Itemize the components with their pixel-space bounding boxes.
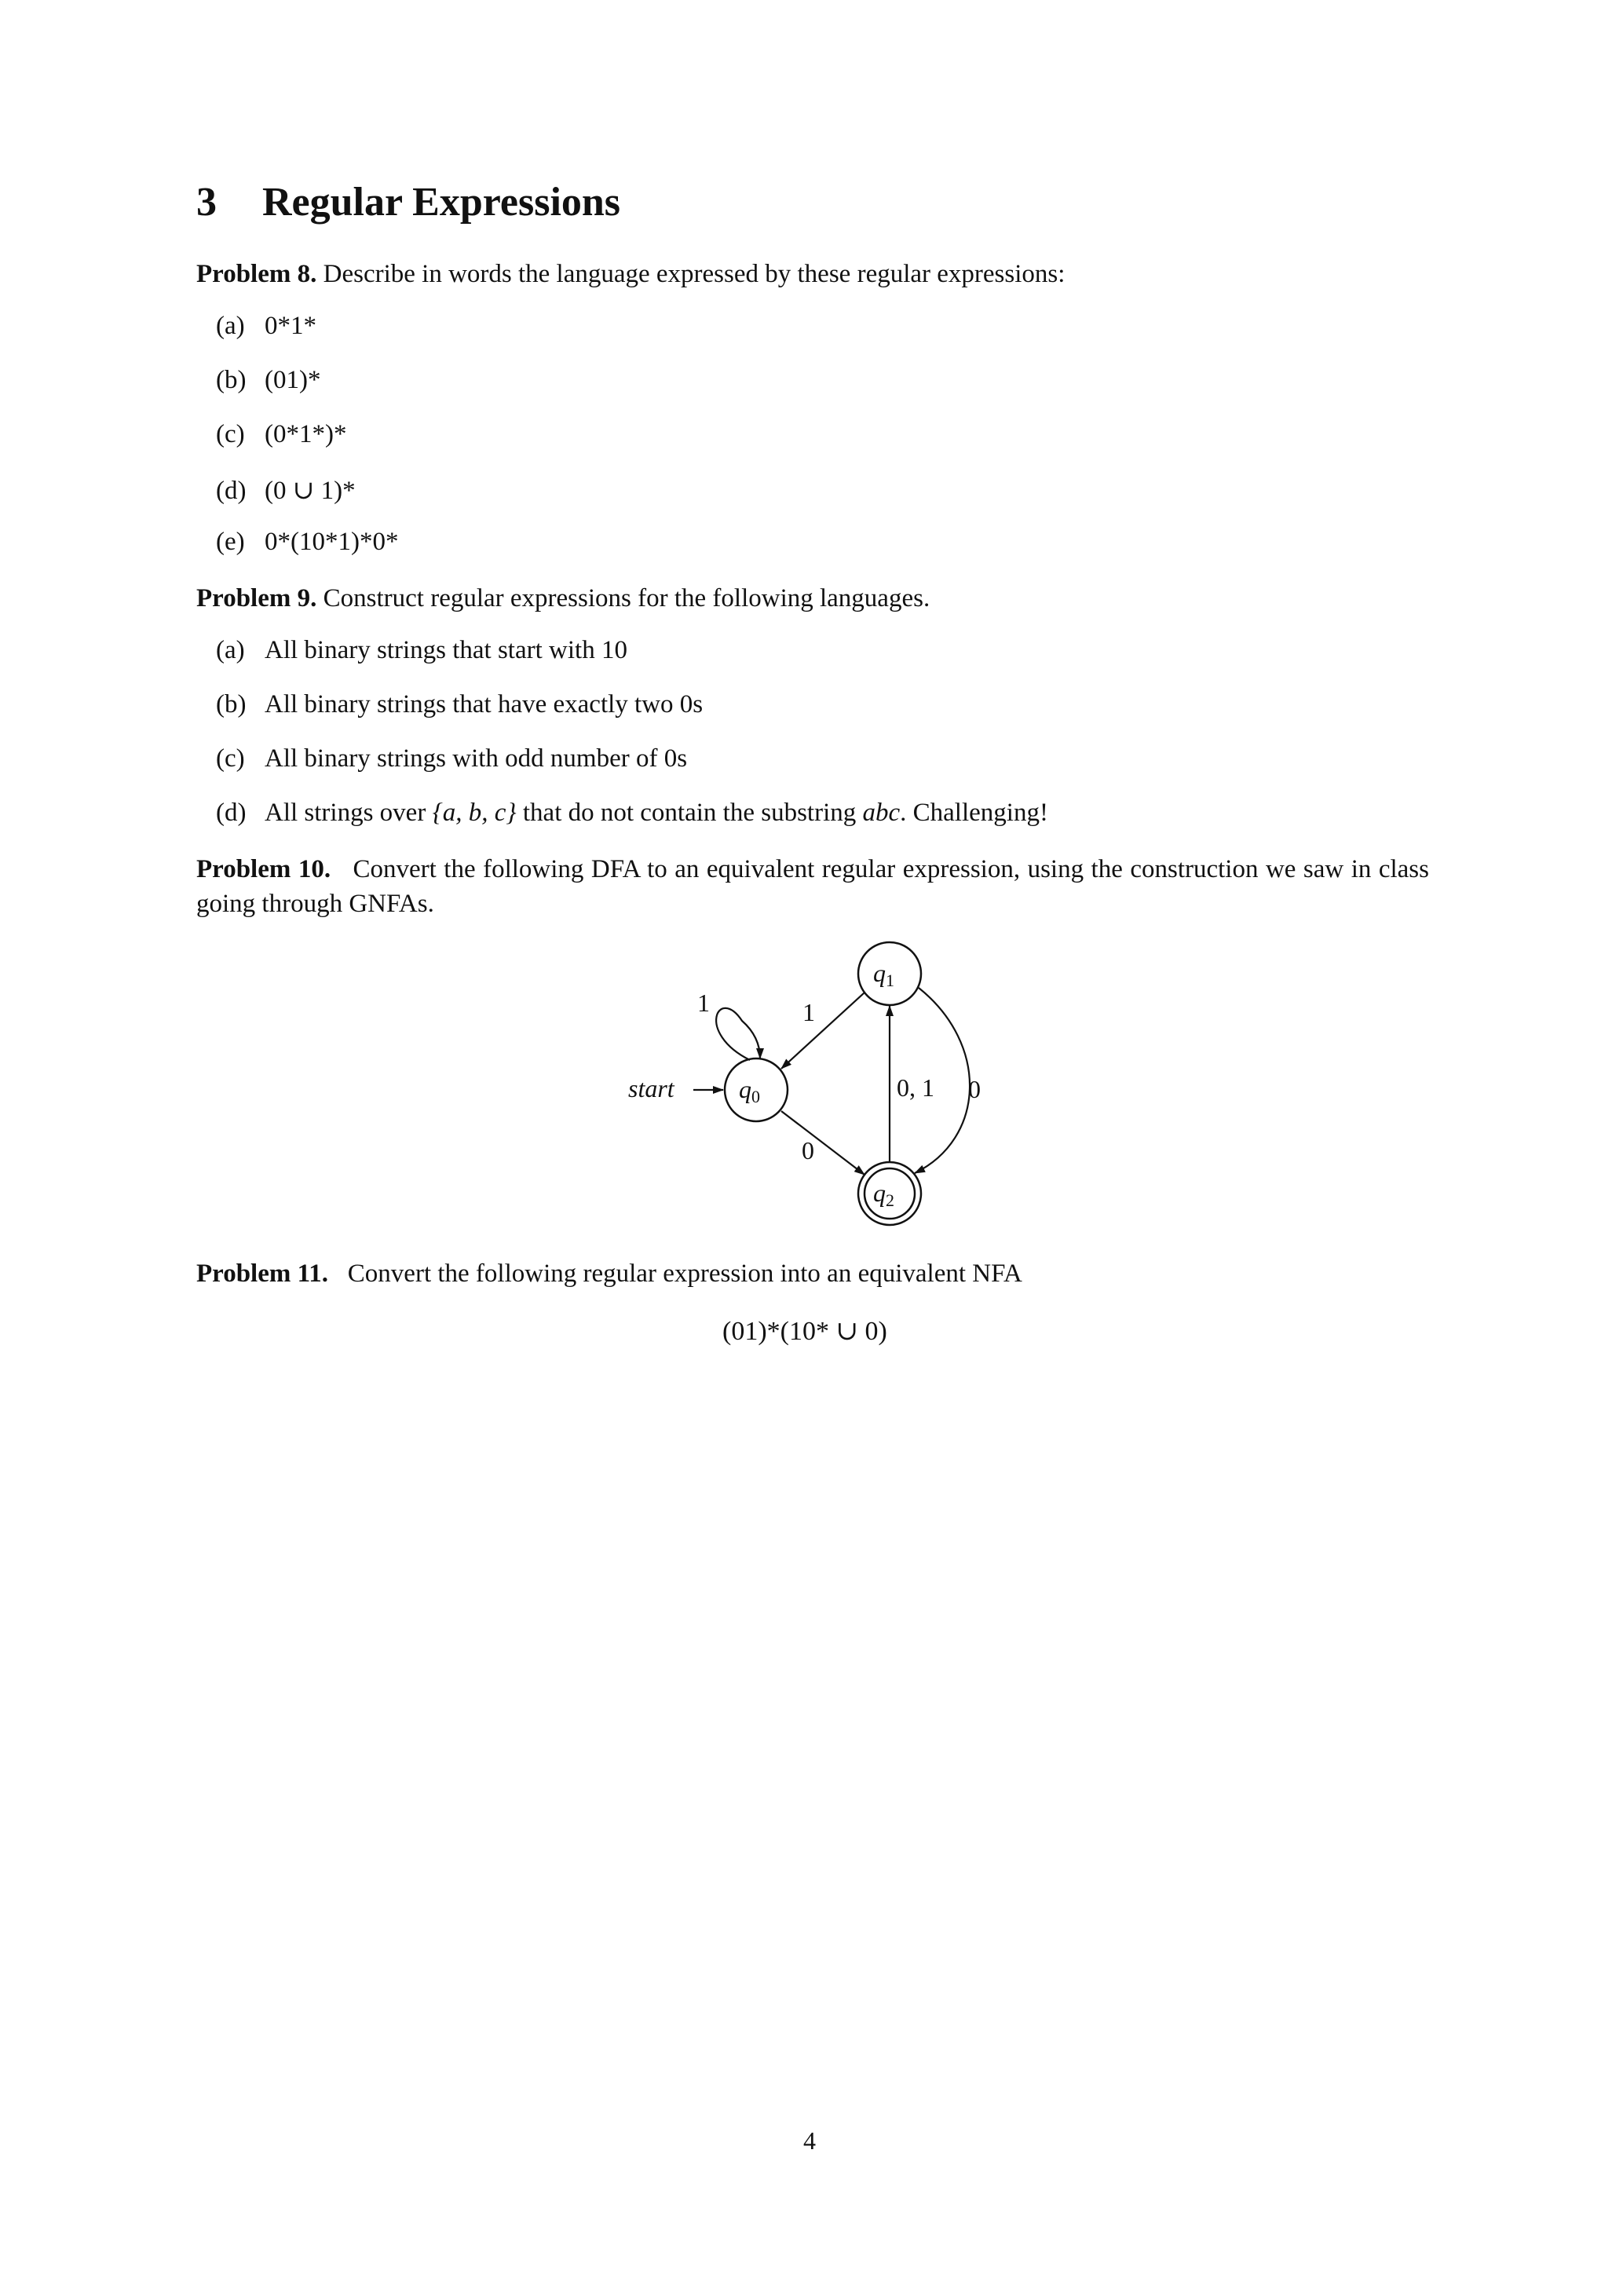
regex: (0*1*)* bbox=[265, 420, 347, 448]
transition-q0-self bbox=[716, 1008, 760, 1060]
regex: 0*(10*1)*0* bbox=[265, 528, 399, 556]
transition-q2-q1-label: 0, 1 bbox=[897, 1073, 934, 1102]
problem-8-label: Problem 8. bbox=[196, 260, 317, 288]
problem-9-item-b: (b) All binary strings that have exactly two 0s bbox=[216, 690, 704, 718]
regex: 0*1* bbox=[265, 312, 316, 340]
transition-q1-q2-label: 0 bbox=[968, 1075, 981, 1103]
section-title: Regular Expressions bbox=[262, 180, 621, 225]
problem-9-label: Problem 9. bbox=[196, 584, 317, 612]
problem-9-item-d: (d) All strings over {a, b, c} that do not contain the substring abc. Challenging! bbox=[216, 799, 1048, 827]
problem-8-statement bbox=[196, 257, 1065, 291]
substring: abc bbox=[862, 799, 901, 827]
problem-11-expression: (01)*(10* ∪ 0) bbox=[722, 1317, 887, 1346]
problem-11-statement bbox=[196, 1256, 1022, 1291]
problem-9-statement bbox=[196, 581, 930, 616]
problem-8-item-a: (a) 0*1* bbox=[216, 312, 316, 340]
regex: (01)* bbox=[265, 366, 321, 394]
transition-q0-q2 bbox=[781, 1111, 865, 1175]
transition-q1-q0-label: 1 bbox=[802, 998, 815, 1026]
section-heading bbox=[196, 179, 620, 225]
problem-9-text: Construct regular expressions for the following languages. bbox=[323, 584, 930, 612]
problem-8-item-b: (b) (01)* bbox=[216, 366, 321, 394]
state-q1-label: q1 bbox=[873, 959, 894, 990]
transition-q0-q2-label: 0 bbox=[802, 1136, 814, 1164]
problem-8-text: Describe in words the language expressed by these regular expressions: bbox=[323, 260, 1066, 288]
problem-11-label: Problem 11. bbox=[196, 1260, 329, 1288]
dfa-diagram bbox=[612, 927, 1021, 1241]
alphabet-set: {a, b, c} bbox=[432, 799, 517, 827]
start-label: start bbox=[628, 1074, 674, 1102]
problem-10-label: Problem 10. bbox=[196, 855, 331, 883]
state-q2-label: q2 bbox=[873, 1179, 894, 1210]
problem-10-statement bbox=[196, 852, 1429, 921]
problem-8-item-c: (c) (0*1*)* bbox=[216, 420, 347, 448]
regex: (0 ∪ 1)* bbox=[265, 477, 356, 505]
problem-8-item-d: (d) (0 ∪ 1)* bbox=[216, 477, 356, 505]
problem-9-item-a: (a) All binary strings that start with 10 bbox=[216, 636, 627, 664]
transition-q1-q0 bbox=[781, 993, 865, 1069]
problem-9-item-c: (c) All binary strings with odd number of 0s bbox=[216, 744, 688, 773]
state-q0-label: q0 bbox=[739, 1075, 760, 1106]
section-number: 3 bbox=[196, 180, 217, 225]
transition-q0-self-label: 1 bbox=[697, 989, 710, 1017]
problem-11-text: Convert the following regular expression into an equivalent NFA bbox=[347, 1260, 1022, 1288]
problem-8-item-e: (e) 0*(10*1)*0* bbox=[216, 528, 399, 556]
page-number: 4 bbox=[803, 2126, 816, 2155]
problem-10-text: Convert the following DFA to an equivalent regular expression, using the construction we saw in class going through GNFAs. bbox=[196, 855, 1429, 918]
